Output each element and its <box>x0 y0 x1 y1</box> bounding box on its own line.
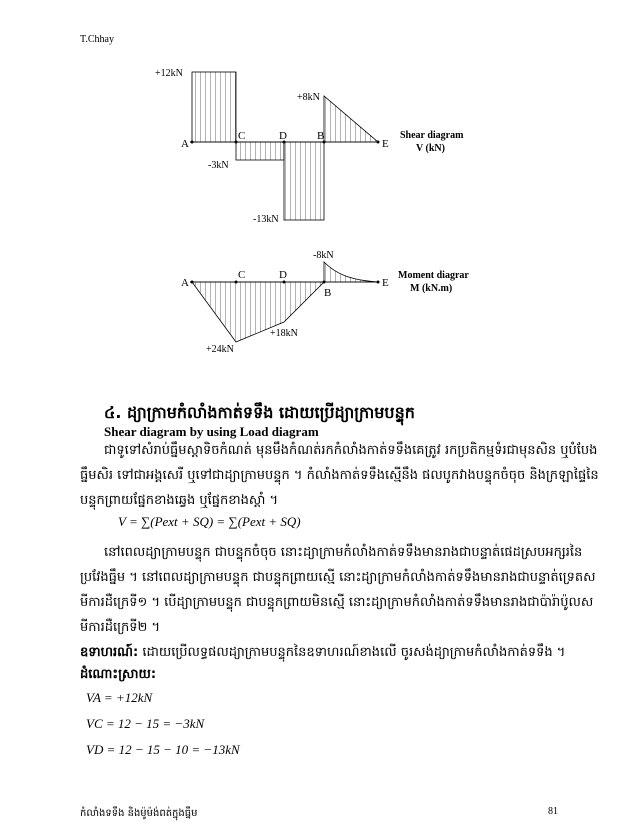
moment-title-1: Moment diagrar <box>398 270 469 281</box>
shear-triangle-be <box>324 96 378 142</box>
solution-label: ដំណោះស្រាយ: <box>80 667 157 682</box>
example-label: ឧទាហរណ៍: <box>80 645 139 660</box>
footer-text: កំលាំងទទឹង និងម៉ូម៉ង់ពត់ក្នុងធ្នឹម <box>80 808 198 819</box>
shear-label-a: A <box>181 138 189 150</box>
shear-formula: V = ∑(Pext + SQ) = ∑(Pext + SQ) <box>118 514 301 529</box>
shear-title-2: V (kN) <box>416 143 445 154</box>
moment-value-c: +24kN <box>206 344 234 355</box>
page-number: 81 <box>548 806 558 817</box>
example-text: ដោយប្រើលទ្ធផលដ្យាក្រាមបន្ទុកនៃឧទាហរណ៍ខាងលើ ចូរសង់ដ្យាក្រាមកំលាំងកាត់ទទឹង ។ <box>142 645 566 660</box>
section-subheading: Shear diagram by using Load diagram <box>104 424 319 439</box>
shear-value-a: +12kN <box>155 68 183 79</box>
moment-label-a: A <box>181 277 189 289</box>
moment-label-b: B <box>324 287 332 299</box>
shear-value-c: -3kN <box>208 160 229 171</box>
shear-label-b: B <box>317 130 325 142</box>
moment-value-b: -8kN <box>313 250 334 261</box>
moment-label-c: C <box>238 269 246 281</box>
moment-area-negative <box>324 262 378 282</box>
paragraph-load-types: នៅពេលដ្យាក្រាមបន្ទុក ជាបន្ទុកចំចុច នោះដ្យាក្រាមកំលាំងកាត់ទទឹងមានរាងជាបន្ទាត់ផេដស្របអក្សរនៃប្រវែងធ្នឹម ។ នៅពេលដ្យាក្រាមបន្ទុក ជាបន្ទុកព្រាយស្មើ នោះដ្យាក្រាមកំលាំងកាត់ទទឹងមានរាងជាបន្ទាត់ទ្រេតសមីការដឺក្រេទី១ ។ បើដ្យាក្រាមបន្ទុក ជាបន្ទុកព្រាយមិនស្មើ នោះដ្យាក្រាមកំលាំងកាត់ទទឹងមានរាងជាប៉ារ៉ាប៉ូលសមីការដឺក្រេទី២ ។ <box>80 545 596 635</box>
shear-value-b: +8kN <box>297 92 320 103</box>
section-heading: ៤. ដ្យាក្រាមកំលាំងកាត់ទទឹង ដោយប្រើដ្យាក្រាមបន្ទុក <box>104 403 415 422</box>
header-author: T.Chhay <box>80 34 114 45</box>
shear-block-db <box>284 142 324 220</box>
shear-block-ac <box>192 72 236 142</box>
paragraph-intro: ជាទូទៅសំរាប់ធ្នឹមស្តាទិចកំណត់ មុនមឹងកំណត់រកកំលាំងកាត់ទទឹងគេត្រូវ រកប្រតិកម្មទំរជាមុនសិន ឬបំបែងធ្នឹមសិរ ទៅជាអង្គសេរី ឬទៅជាដ្យាក្រាមបន្ទុក ។ កំលាំងកាត់ទទឹងស្មើនឹង ផលបូកវាងបន្ទុកចំចុច និងក្រឡាផ្ទៃនៃបន្ទុកព្រាយផ្នែកខាងឆ្វេង ឬផ្នែកខាងស្តាំ ។ <box>80 443 599 508</box>
moment-value-d: +18kN <box>270 328 298 339</box>
moment-diagram <box>0 240 638 360</box>
moment-title-2: M (kN.m) <box>410 283 453 294</box>
shear-diagram <box>0 0 638 240</box>
shear-label-e: E <box>382 138 389 150</box>
shear-label-d: D <box>279 130 287 142</box>
shear-label-c: C <box>238 130 246 142</box>
shear-block-cd <box>236 142 284 160</box>
moment-area-positive <box>192 282 324 342</box>
equation-vc: VC = 12 − 15 = −3kN <box>86 716 205 731</box>
moment-label-d: D <box>279 269 287 281</box>
shear-value-d: -13kN <box>253 214 279 225</box>
equation-vd: VD = 12 − 15 − 10 = −13kN <box>86 742 240 757</box>
shear-title-1: Shear diagram <box>400 130 464 141</box>
moment-label-e: E <box>382 277 389 289</box>
equation-va: VA = +12kN <box>86 690 153 705</box>
